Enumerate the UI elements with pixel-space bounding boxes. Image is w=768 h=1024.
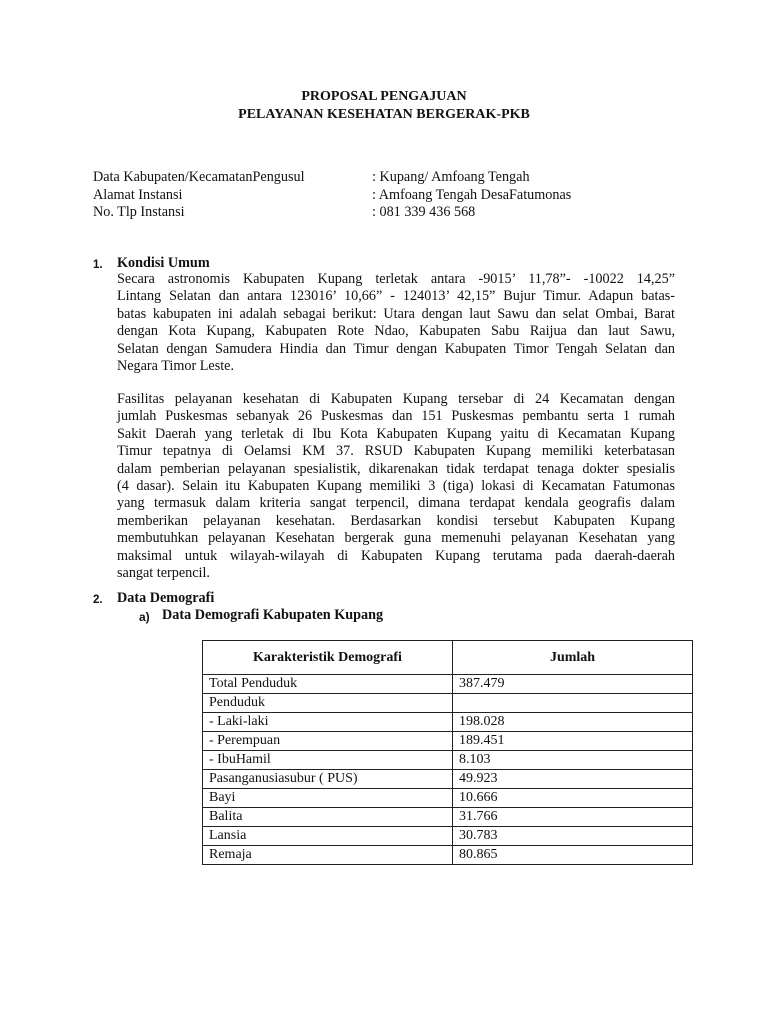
paragraph-line: Secara astronomis Kabupaten Kupang terletak antara -9015’ 11,78”- -10022 14,25” <box>117 271 675 287</box>
table-row <box>203 751 693 770</box>
table-row <box>203 732 693 751</box>
paragraph-line: (4 dasar). Selain itu Kabupaten Kupang memiliki 3 (tiga) lokasi di Kecamatan Fatumonas <box>117 477 675 494</box>
column-header-karakteristik: Karakteristik Demografi <box>203 641 453 675</box>
table-row <box>203 694 693 713</box>
table-cell: Remaja <box>203 846 453 865</box>
table-cell: 49.923 <box>453 770 693 789</box>
table-cell: Bayi <box>203 789 453 808</box>
column-header-jumlah: Jumlah <box>453 641 693 675</box>
paragraph-line: sangat terpencil. <box>117 564 210 581</box>
paragraph-line: Fasilitas pelayanan kesehatan di Kabupaten Kupang tersebar di 24 Kecamatan dengan <box>117 391 675 407</box>
table-row <box>203 713 693 732</box>
table-cell: 189.451 <box>453 732 693 751</box>
table-cell: Penduduk <box>203 694 453 713</box>
paragraph-line: batas kabupaten ini adalah sebagai berikut: Utara dengan laut Sawu dan selat Ombai, Barat <box>117 305 675 322</box>
demografi-table <box>202 640 693 865</box>
table-cell: 8.103 <box>453 751 693 770</box>
info-row-telepon <box>93 204 693 222</box>
section-1-title: Kondisi Umum <box>117 255 210 271</box>
info-value: : 081 339 436 568 <box>372 204 476 220</box>
table-cell: 80.865 <box>453 846 693 865</box>
table-header-row <box>203 641 693 675</box>
paragraph-line: membutuhkan pelayanan Kesehatan bergerak guna memenuhi pelayanan Kesehatan yang <box>117 530 675 547</box>
info-value: : Kupang/ Amfoang Tengah <box>372 169 530 185</box>
section-1-paragraph-1 <box>117 271 675 375</box>
table-cell: Balita <box>203 808 453 827</box>
paragraph-line: Sakit Daerah yang terletak di Ibu Kota Kabupaten Kupang yaitu di Kecamatan Kupang <box>117 425 675 442</box>
table-cell: 10.666 <box>453 789 693 808</box>
info-row-alamat <box>93 187 693 205</box>
table-cell: Pasanganusiasubur ( PUS) <box>203 770 453 789</box>
table-cell: - Laki-laki <box>203 713 453 732</box>
paragraph-line: Selatan dengan Samudera Hindia dan Timur dengan Kabupaten Timor Tengah Selatan dan <box>117 340 675 357</box>
table-cell: - IbuHamil <box>203 751 453 770</box>
paragraph-line: yang termasuk dalam kriteria sangat terpencil, dimana terdapat kendala geografis dalam <box>117 495 675 512</box>
info-row-kabupaten <box>93 169 693 187</box>
table-cell: 30.783 <box>453 827 693 846</box>
info-value: : Amfoang Tengah DesaFatumonas <box>372 187 572 203</box>
table-row <box>203 675 693 694</box>
info-label: No. Tlp Instansi <box>93 204 185 220</box>
paragraph-line: memberikan pelayanan kesehatan. Berdasarkan kondisi tersebut Kabupaten Kupang <box>117 512 675 529</box>
table-row <box>203 770 693 789</box>
paragraph-line: dalam pemberian pelayanan spesialistik, dikarenakan tidak terdapat tenaga dokter spesialis <box>117 460 675 477</box>
paragraph-line: Negara Timor Leste. <box>117 357 235 374</box>
table-row <box>203 789 693 808</box>
paragraph-line: Timur tepatnya di Oelamsi KM 37. RSUD Kabupaten Kupang memiliki keterbatasan <box>117 443 675 460</box>
info-label: Data Kabupaten/KecamatanPengusul <box>93 169 305 185</box>
paragraph-line: dengan Kota Kupang, Kabupaten Rote Ndao, Kabupaten Sabu Raijua dan laut Sawu, <box>117 323 675 340</box>
table-cell: 31.766 <box>453 808 693 827</box>
table-cell: 387.479 <box>453 675 693 694</box>
section-2-number: 2. <box>93 594 103 606</box>
document-title: PROPOSAL PENGAJUAN <box>301 89 467 104</box>
table-row <box>203 808 693 827</box>
table-row <box>203 827 693 846</box>
table-cell <box>453 694 693 713</box>
subsection-a-number: a) <box>139 610 150 624</box>
paragraph-line: jumlah Puskesmas sebanyak 26 Puskesmas dan 151 Puskesmas pembantu serta 1 rumah <box>117 408 675 425</box>
table-row <box>203 846 693 865</box>
section-1-paragraph-2 <box>117 391 675 582</box>
subsection-a-title: Data Demografi Kabupaten Kupang <box>162 607 384 623</box>
table-cell: - Perempuan <box>203 732 453 751</box>
paragraph-line: maksimal untuk wilayah-wilayah di Kabupaten Kupang terutama pada daerah-daerah <box>117 547 675 564</box>
info-label: Alamat Instansi <box>93 187 183 203</box>
section-2-title: Data Demografi <box>117 590 215 606</box>
section-1-number: 1. <box>93 259 103 271</box>
document-subtitle: PELAYANAN KESEHATAN BERGERAK-PKB <box>238 107 530 122</box>
paragraph-line: Lintang Selatan dan antara 123016’ 10,66” - 124013’ 42,15” Bujur Timur. Adapun batas- <box>117 288 675 305</box>
table-cell: Lansia <box>203 827 453 846</box>
table-cell: Total Penduduk <box>203 675 453 694</box>
table-cell: 198.028 <box>453 713 693 732</box>
